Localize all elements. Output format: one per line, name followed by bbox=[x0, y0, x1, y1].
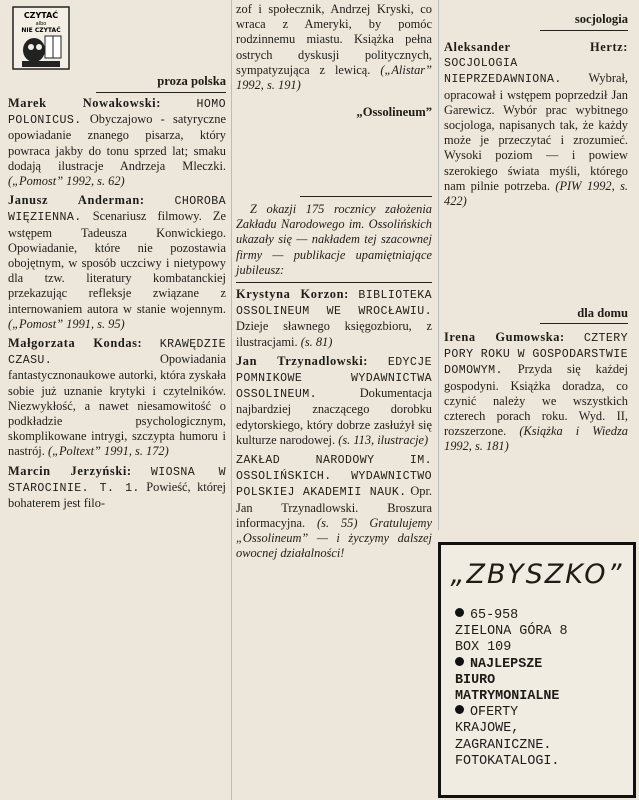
column-3-section-2 bbox=[444, 306, 628, 323]
entry-author: Irena Gumowska: bbox=[444, 330, 565, 344]
separator bbox=[236, 282, 432, 283]
entry-author: Jan Trzynadlowski: bbox=[236, 353, 369, 368]
review-entry bbox=[8, 336, 226, 460]
entry-citation: („Pomost” 1992, s. 62) bbox=[8, 174, 125, 189]
entry-citation: (s. 113, ilustracje) bbox=[338, 432, 429, 447]
column-2-body bbox=[236, 202, 432, 565]
ad-offers: OFERTY bbox=[470, 705, 519, 721]
ad-title: „ZBYSZKO” bbox=[450, 559, 624, 590]
section-heading-socjologia: socjologia bbox=[574, 12, 628, 26]
entry-text: Wybrał, opracował i wstępem poprzedził Jan Garewicz. Wybór prac wybitnego socjologa, napisanych tak, że każdy może je przeczytać i zrozumieć. Wysoki poziom — i powiew szerokiego świata myśli, którego nam pilnie potrzeba. bbox=[444, 71, 628, 193]
ad-headline: NAJLEPSZE bbox=[470, 656, 543, 672]
closing-text: Gratulujemy „Ossolineum” — i życzymy dalszej owocnej działalności! bbox=[236, 515, 432, 561]
entry-title: CHOROBA WIĘZIENNA. bbox=[8, 195, 226, 225]
entry-author: Marek Nowakowski: bbox=[8, 96, 161, 110]
review-entry bbox=[236, 287, 432, 350]
ad-body bbox=[455, 608, 633, 770]
entry-text: Dzieje sławnego księgozbioru, z ilustracjami. bbox=[236, 319, 432, 349]
entry-text: Przyda się każdej gospodyni. Książka doradza, co czynić należy we wszystkich czterech porach roku. Wyd. II, rozszerzone. bbox=[444, 362, 628, 439]
section-heading-dla-domu: dla domu bbox=[577, 306, 628, 320]
review-entry bbox=[8, 96, 226, 189]
entry-citation: (s. 81) bbox=[300, 334, 333, 349]
review-entry bbox=[8, 193, 226, 332]
column-1 bbox=[8, 74, 226, 91]
column-3 bbox=[444, 12, 628, 29]
ad-line: KRAJOWE, bbox=[455, 721, 520, 737]
entry-author: Aleksander Hertz: bbox=[444, 40, 628, 54]
ad-line: ZIELONA GÓRA 8 bbox=[455, 624, 568, 640]
ad-line: ZAGRANICZNE. bbox=[455, 737, 552, 753]
entry-title: EDYCJE POMNIKOWE WYDAWNICTWA OSSOLINEUM. bbox=[236, 355, 432, 402]
entry-title: KRAWĘDZIE CZASU. bbox=[8, 338, 226, 368]
entry-citation: (s. 55) bbox=[317, 515, 358, 530]
column-1-entries bbox=[8, 96, 226, 515]
section-heading-ossolineum: „Ossolineum” bbox=[356, 105, 432, 120]
entry-citation: (Książka i Wiedza 1992, s. 181) bbox=[444, 424, 628, 454]
section-rule bbox=[300, 196, 432, 197]
entry-text: Opr. Jan Trzynadlowski. Broszura informacyjna. bbox=[236, 484, 432, 530]
section-rule bbox=[96, 92, 226, 93]
bullet-icon bbox=[455, 705, 464, 714]
review-entry bbox=[8, 464, 226, 512]
column-3-entry-1 bbox=[444, 40, 628, 213]
entry-author: Małgorzata Kondas: bbox=[8, 336, 143, 351]
review-entry bbox=[236, 354, 432, 448]
entry-title: ZAKŁAD NARODOWY IM. OSSOLIŃSKICH. WYDAWNICTWO POLSKIEJ AKADEMII NAUK. bbox=[236, 454, 432, 500]
ad-line bbox=[455, 608, 633, 624]
entry-text: Scenariusz filmowy. Ze wstępem Tadeusza Konwickiego. Opowiadanie, które nie pozostawia obojętnym, w sposób uczciwy i nietypowy dla tzw. literatury kombatanckiej przekazując refleksje związane z internowaniem autora w stanie wojennym. bbox=[8, 209, 226, 316]
column-divider bbox=[231, 0, 232, 800]
entry-citation: (PIW 1992, s. 422) bbox=[444, 178, 628, 209]
column-divider bbox=[438, 0, 439, 530]
bullet-icon bbox=[455, 657, 464, 666]
entry-author: Janusz Anderman: bbox=[8, 193, 145, 208]
ad-line bbox=[455, 657, 633, 673]
entry-author: Krystyna Korzon: bbox=[236, 287, 349, 302]
logo-line1: CZYTAĆ bbox=[23, 11, 59, 20]
entry-text: Obyczajowo - satyryczne opowiadanie znanego pisarza, który powraca jakby do tonu sprzed lat; smaku dodają ilustracje Andrzeja Mleczki. bbox=[8, 112, 226, 173]
ad-line: MATRYMONIALNE bbox=[455, 689, 560, 705]
entry-text: zof i społecznik, Andrzej Kryski, co wraca z Ameryki, by pomóc rodzinnemu miastu. Książka pełna ostrych dyskusji politycznych, sympatyzująca z lewicą. bbox=[236, 2, 432, 77]
entry-title: BIBLIOTEKA OSSOLINEUM WE WROCŁAWIU. bbox=[236, 289, 432, 319]
entry-text: Powieść, której bohaterem jest filo- bbox=[8, 479, 226, 511]
ad-line: FOTOKATALOGI. bbox=[455, 753, 560, 769]
entry-title: CZTERY PORY ROKU W GOSPODARSTWIE DOMOWYM. bbox=[444, 332, 628, 378]
logo-line3: NIE CZYTAĆ bbox=[21, 27, 61, 34]
ad-line bbox=[455, 705, 633, 721]
entry-title: HOMO POLONICUS. bbox=[8, 98, 226, 128]
entry-citation: („Pomost” 1991, s. 95) bbox=[8, 316, 125, 331]
section-heading-proza-polska: proza polska bbox=[157, 74, 226, 88]
zbyszko-advertisement bbox=[438, 542, 636, 798]
ad-postcode: 65-958 bbox=[470, 608, 519, 623]
bullet-icon bbox=[455, 608, 464, 617]
entry-text: Dokumentacja najbardziej znaczącego dorobku edytorskiego, który dobrze zasłużył się kulturze narodowej. bbox=[236, 386, 432, 447]
entry-title: WIOSNA W STAROCINIE. T. 1. bbox=[8, 465, 227, 495]
lead-paragraph: Z okazji 175 rocznicy założenia Zakładu Narodowego im. Ossolińskich ukazały się — nakładem tej szacownej firmy — publikacje upamiętniające jubileusz: bbox=[236, 202, 432, 277]
czytac-logo bbox=[12, 6, 70, 70]
review-entry bbox=[444, 330, 628, 455]
ad-line: BOX 109 bbox=[455, 640, 512, 656]
column-3-entry-2 bbox=[444, 330, 628, 459]
logo-line2: albo bbox=[35, 21, 47, 27]
review-entry bbox=[444, 40, 628, 209]
column-2 bbox=[236, 2, 432, 122]
ad-line: BIURO bbox=[455, 672, 496, 688]
entry-citation: („Poltext” 1991, s. 172) bbox=[47, 444, 169, 459]
section-rule bbox=[540, 323, 628, 324]
section-rule bbox=[540, 30, 628, 31]
entry-title: SOCJOLOGIA NIEPRZEDAWNIONA. bbox=[444, 57, 562, 87]
entry-author: Marcin Jerzyński: bbox=[8, 463, 132, 478]
entry-text: Opowiadania fantastycznonaukowe autorki, która zyskała sobie już uznanie krytyki i czytelników. Niezwykłość, a nawet niesamowitość o podkładzie psychologicznym, skomplikowane intrygi, szczypta humoru i nastrój. bbox=[8, 352, 226, 459]
entry-citation: („Alistar” 1992, s. 191) bbox=[236, 62, 432, 93]
continued-entry bbox=[236, 2, 432, 93]
review-entry bbox=[236, 452, 432, 561]
